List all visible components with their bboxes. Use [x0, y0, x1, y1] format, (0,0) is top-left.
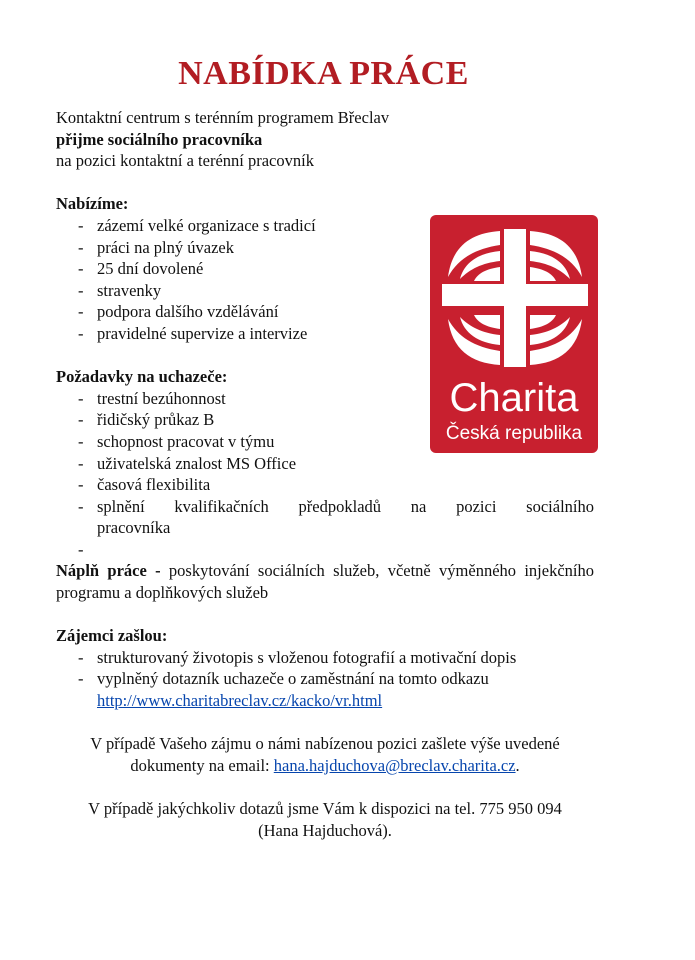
page-title: NABÍDKA PRÁCE	[178, 55, 469, 92]
charita-cross-flame-icon	[442, 229, 588, 367]
job-content-text: poskytování sociálních služeb, včetně výměnného injekčního programu a doplňkových služeb	[56, 561, 594, 603]
list-item: - uživatelská znalost MS Office	[56, 453, 594, 475]
apply-heading: Zájemci zašlou:	[56, 626, 168, 646]
logo-subtitle: Česká republika	[445, 423, 583, 444]
list-item: - stravenky	[56, 280, 594, 302]
list-item	[56, 496, 594, 539]
apply-list	[56, 647, 594, 712]
charita-logo-graphic	[430, 215, 598, 453]
intro-line-hiring: přijme sociálního pracovníka	[56, 129, 263, 149]
list-item: - strukturovaný životopis s vloženou fotografií a motivační dopis	[56, 647, 594, 669]
job-content-paragraph	[56, 560, 594, 603]
list-item	[56, 668, 594, 711]
list-item: - práci na plný úvazek	[56, 237, 594, 259]
list-item: - zázemí velké organizace s tradicí	[56, 215, 594, 237]
empty-list-item	[56, 539, 594, 561]
list-item: - podpora dalšího vzdělávání	[56, 301, 594, 323]
logo-word: Charita	[449, 376, 579, 420]
intro-line-position: na pozici kontaktní a terénní pracovník	[56, 151, 314, 171]
contact-email-link[interactable]: hana.hajduchova@breclav.charita.cz	[273, 755, 516, 775]
job-content-label: Náplň práce -	[56, 561, 161, 581]
list-item: - 25 dní dovolené	[56, 258, 594, 280]
contact-name-line: (Hana Hajduchová).	[258, 820, 392, 840]
contact-line-1: V případě Vašeho zájmu o námi nabízenou pozici zašlete výše uvedené	[90, 734, 560, 754]
list-item: - řidičský průkaz B	[56, 409, 594, 431]
offer-heading: Nabízíme:	[56, 194, 129, 214]
requirements-heading: Požadavky na uchazeče:	[56, 367, 228, 387]
charita-logo	[430, 215, 598, 453]
list-item: - časová flexibilita	[56, 474, 594, 496]
contact-email-prefix: dokumenty na email:	[130, 755, 274, 775]
questionnaire-text: - vyplněný dotazník uchazeče o zaměstnání na tomto odkazu	[97, 669, 489, 689]
qualification-line-2: pracovníka	[97, 518, 171, 538]
contact-email-suffix: .	[515, 755, 520, 775]
phone-line: V případě jakýchkoliv dotazů jsme Vám k dispozici na tel. 775 950 094	[88, 799, 562, 818]
list-item: - pravidelné supervize a intervize	[56, 323, 594, 345]
intro-line-organization: Kontaktní centrum s terénním programem Břeclav	[56, 108, 390, 127]
qualification-line-1: - splnění kvalifikačních předpokladů na pozici sociálního	[97, 496, 594, 516]
list-item: - schopnost pracovat v týmu	[56, 431, 594, 453]
list-item: - trestní bezúhonnost	[56, 388, 594, 410]
contact-line-2	[56, 755, 594, 777]
questionnaire-link[interactable]: http://www.charitabreclav.cz/kacko/vr.html	[97, 691, 383, 711]
